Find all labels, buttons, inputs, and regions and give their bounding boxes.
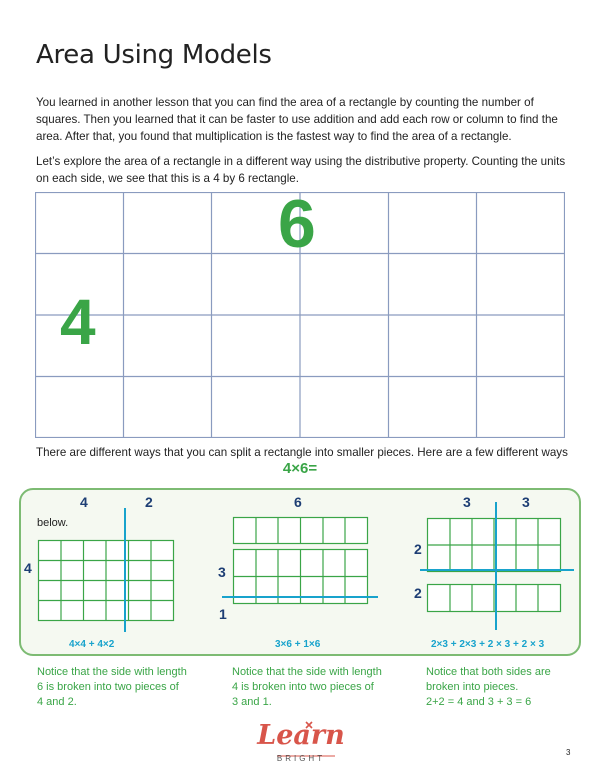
model2-top-label-6: 6 (294, 494, 302, 510)
split-paragraph: There are different ways that you can split a rectangle into smaller pieces. Here are a few different ways (36, 446, 568, 459)
model3-split-grid (420, 500, 576, 634)
page-number: 3 (566, 748, 571, 757)
intro-paragraph: You learned in another lesson that you can find the area of a rectangle by counting the number of squares. Then you learned that it can be faster to use addition and add each row or column to find the area. After that, you found that multiplication is the fastest way to find the area of a rectangle. (36, 96, 558, 143)
model3-note-line-1: Notice that both sides are broken into pieces. (426, 666, 551, 693)
model1-split-grid (36, 506, 176, 636)
model2-split-grid (222, 514, 382, 614)
rectangle-width-label: 6 (278, 186, 316, 262)
explore-paragraph: Let’s explore the area of a rectangle in a different way using the distributive property. Counting the units on each side, we see that this is a 4 by 6 rectangle. (36, 155, 566, 185)
model3-note (426, 665, 571, 710)
logo-word: Learn (257, 720, 345, 751)
model2-equation: 3×6 + 1×6 (275, 639, 321, 650)
equation-title: 4×6= (282, 460, 318, 477)
learn-bright-logo (251, 716, 351, 766)
model3-top-label-3b: 3 (522, 494, 530, 510)
model1-top-label-4: 4 (80, 494, 88, 510)
model3-side-label-2a: 2 (414, 541, 422, 557)
model3-equation: 2×3 + 2×3 + 2 × 3 + 2 × 3 (431, 639, 545, 650)
model2-side-label-1: 1 (219, 606, 227, 622)
model1-equation: 4×4 + 4×2 (69, 639, 115, 650)
model2-note: Notice that the side with length 4 is broken into two pieces of 3 and 1. (232, 666, 382, 708)
model2-side-label-3: 3 (218, 564, 226, 580)
model1-note: Notice that the side with length 6 is broken into two pieces of 4 and 2. (37, 666, 187, 708)
model1-side-label-4: 4 (24, 560, 32, 576)
model3-note-line-2: 2+2 = 4 and 3 + 3 = 6 (426, 696, 532, 708)
model1-top-label-2: 2 (145, 494, 153, 510)
page-title: Area Using Models (36, 40, 272, 70)
below-text: below. (37, 517, 69, 529)
model3-side-label-2b: 2 (414, 585, 422, 601)
rectangle-height-label: 4 (60, 286, 96, 358)
logo-sub: BRIGHT (276, 754, 326, 763)
model3-top-label-3a: 3 (463, 494, 471, 510)
